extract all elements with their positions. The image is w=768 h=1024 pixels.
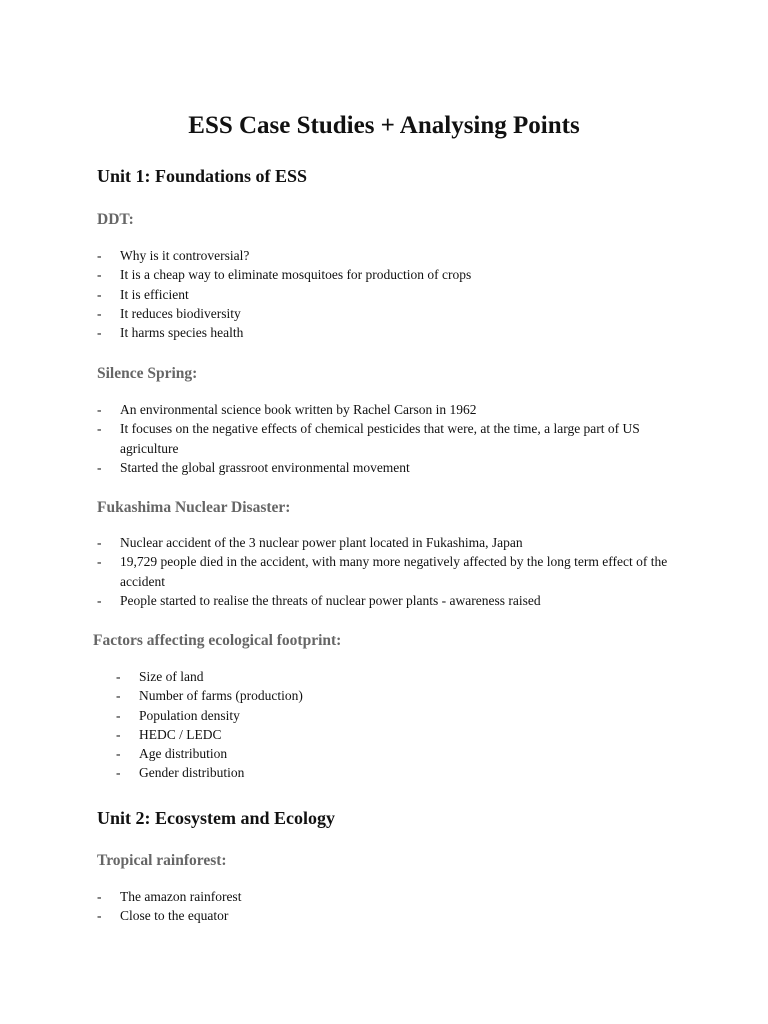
ecological-footprint-heading: Factors affecting ecological footprint: — [93, 632, 342, 649]
ddt-heading: DDT: — [97, 211, 134, 228]
tropical-rainforest-heading: Tropical rainforest: — [97, 852, 227, 869]
list-item: - Started the global grassroot environmental movement — [97, 459, 410, 475]
list-item: - Age distribution — [116, 746, 228, 762]
list-item: - An environmental science book written by Rachel Carson in 1962 — [97, 402, 477, 417]
list-item: - Gender distribution — [116, 765, 245, 781]
list-item: - The amazon rainforest — [97, 889, 242, 904]
unit-2-heading: Unit 2: Ecosystem and Ecology — [97, 808, 335, 828]
list-item: - It is a cheap way to eliminate mosquitoes for production of crops — [97, 267, 472, 283]
unit-1-heading: Unit 1: Foundations of ESS — [97, 166, 308, 186]
silence-spring-heading: Silence Spring: — [97, 365, 198, 382]
list-item: - Nuclear accident of the 3 nuclear power plant located in Fukashima, Japan — [97, 535, 523, 550]
list-item: - It focuses on the negative effects of chemical pesticides that were, at the time, a large part of US agriculture — [97, 421, 640, 456]
tropical-rainforest-list — [97, 887, 687, 926]
fukashima-heading: Fukashima Nuclear Disaster: — [97, 499, 291, 516]
list-item: - Number of farms (production) — [116, 688, 303, 704]
list-item: - Close to the equator — [97, 908, 229, 924]
ddt-list — [97, 246, 687, 342]
list-item: - It harms species health — [97, 325, 244, 341]
list-item: - Size of land — [116, 669, 204, 684]
list-item: - People started to realise the threats of nuclear power plants - awareness raised — [97, 592, 541, 608]
list-item: - Population density — [116, 707, 240, 723]
ecological-footprint-list — [116, 667, 676, 783]
list-item: - Why is it controversial? — [97, 248, 250, 263]
list-item: - It reduces biodiversity — [97, 305, 241, 321]
list-item: - It is efficient — [97, 286, 189, 302]
list-item: - HEDC / LEDC — [116, 726, 222, 742]
document-title: ESS Case Studies + Analysing Points — [188, 112, 580, 139]
silence-spring-list — [97, 400, 687, 477]
list-item: - 19,729 people died in the accident, with many more negatively affected by the long term effect of the accident — [97, 554, 668, 589]
fukashima-list — [97, 533, 687, 610]
